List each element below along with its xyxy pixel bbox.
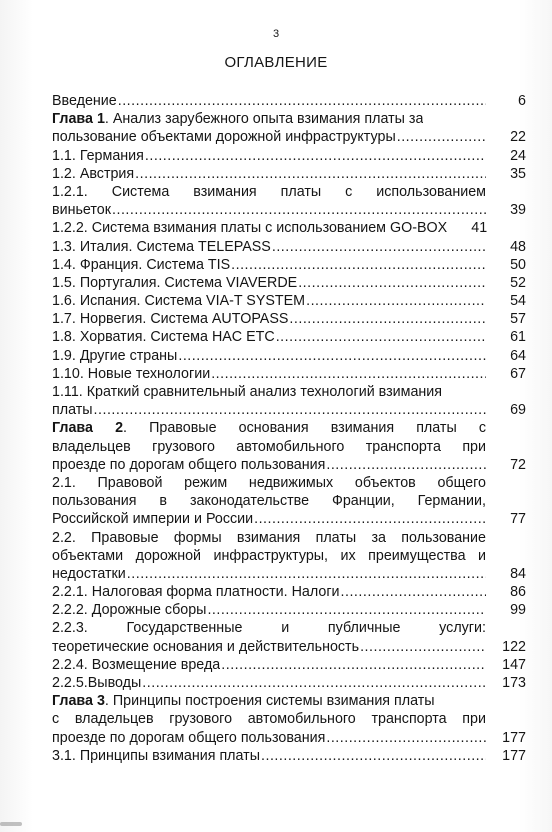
toc-entry-text — [52, 710, 486, 728]
toc-entry-title: 2.2.2. Дорожные сборы — [52, 602, 207, 619]
toc-entry — [52, 456, 526, 474]
toc-entry — [52, 201, 526, 219]
toc-entry-title: Введение — [52, 93, 117, 109]
toc-entry — [52, 710, 526, 728]
toc-entry-text — [52, 310, 288, 328]
toc-entry — [52, 419, 526, 437]
leader-dots — [326, 729, 486, 747]
toc-entry — [52, 729, 526, 747]
toc-entry-text — [52, 619, 486, 637]
toc-entry-text — [52, 183, 486, 201]
toc-entry — [52, 510, 526, 528]
chapter-label: Глава 1 — [52, 111, 105, 128]
toc-page-number: 57 — [510, 311, 526, 328]
toc-entry — [52, 365, 526, 383]
toc-page-number: 67 — [510, 365, 526, 382]
toc-entry — [52, 692, 526, 710]
toc-entry-title: недостатки — [52, 565, 126, 582]
toc-page-number: 173 — [502, 675, 526, 691]
toc-entry-text — [52, 165, 134, 183]
toc-entry-text — [52, 147, 144, 165]
toc-entry — [52, 347, 526, 365]
toc-entry-title: 2.2.3. Государственные и публичные услуги: — [52, 620, 486, 637]
toc-entry-title: 1.11. Краткий сравнительный анализ технологий взимания — [52, 384, 443, 400]
toc-entry — [52, 747, 526, 765]
toc-entry-text — [52, 474, 486, 492]
leader-dots — [94, 401, 486, 419]
toc-page-number: 99 — [510, 602, 526, 619]
toc-page-number: 177 — [502, 729, 526, 746]
toc-entry-text — [52, 401, 93, 419]
toc-entry-text — [52, 383, 442, 401]
toc-entry-text — [52, 456, 325, 474]
toc-entry-title: 1.2.2. Система взимания платы с использованием GO-BOX — [52, 220, 448, 237]
toc-entry-text — [52, 656, 220, 674]
toc-page-number: 64 — [510, 347, 526, 364]
toc-entry-text — [52, 110, 423, 128]
toc-entry-title: объектами дорожной инфраструктуры, их преимущества и — [52, 547, 486, 564]
toc-entry-text — [52, 583, 340, 601]
toc-page-number: 72 — [510, 456, 526, 473]
toc-entry-title: 3.1. Принципы взимания платы — [52, 747, 260, 764]
toc-entry-text — [52, 328, 275, 346]
toc-entry — [52, 310, 526, 328]
toc-entry-title: 1.4. Франция. Система TIS — [52, 256, 231, 273]
toc-entry-title: 1.7. Норвегия. Система AUTOPASS — [52, 311, 289, 328]
toc-entry-text — [52, 419, 486, 437]
leader-dots — [231, 256, 486, 274]
toc-page-number: 6 — [518, 93, 526, 109]
toc-entry — [52, 110, 526, 128]
leader-dots — [211, 365, 486, 383]
toc-page-number: 41 — [471, 220, 488, 237]
toc-entry — [52, 328, 526, 346]
toc-page-number: 50 — [510, 256, 526, 273]
toc-entry — [52, 256, 526, 274]
toc-entry-text — [52, 547, 486, 565]
toc-entry — [52, 147, 526, 165]
toc-page-number: 61 — [510, 329, 526, 346]
toc-entry-title: 1.2. Австрия — [52, 165, 135, 182]
toc-entry-title: теоретические основания и действительность — [52, 638, 360, 655]
toc-entry-title: 2.2.5.Выводы — [52, 675, 142, 691]
leader-dots — [112, 201, 486, 219]
page-title: ОГЛАВЛЕНИЕ — [224, 54, 328, 71]
leader-dots — [306, 292, 486, 310]
toc-entry-title: 2.2.1. Налоговая форма платности. Налоги — [52, 584, 340, 601]
toc-entry-title: . Анализ зарубежного опыта взимания платы за — [104, 111, 424, 128]
toc-entry-text — [52, 692, 435, 710]
leader-dots — [142, 674, 486, 692]
leader-dots — [341, 583, 486, 601]
toc-entry-text — [52, 238, 271, 256]
toc-entry — [52, 619, 526, 637]
leader-dots — [254, 510, 486, 528]
toc-entry-title: Российской империи и России — [52, 511, 254, 528]
toc-entry-text — [52, 601, 206, 619]
toc-entry — [52, 583, 526, 601]
toc-entry-text — [52, 729, 325, 747]
toc-entry-text — [52, 529, 486, 547]
toc-entry — [52, 565, 526, 583]
leader-dots — [145, 147, 486, 165]
toc-entry-title: 1.9. Другие страны — [52, 347, 178, 364]
toc-entry-title: . Правовые основания взимания платы с — [123, 420, 486, 437]
toc-entry-text — [52, 674, 141, 692]
toc-entry-text — [52, 219, 447, 237]
toc-entry — [52, 401, 526, 419]
toc-entry — [52, 674, 526, 692]
toc-entry-text — [52, 92, 117, 110]
leader-dots — [298, 274, 486, 292]
toc-entry-title: 1.6. Испания. Система VIA-T SYSTEM — [52, 293, 306, 310]
toc-entry-text — [52, 365, 210, 383]
toc-entry-text — [52, 492, 486, 510]
toc-entry — [52, 183, 526, 201]
toc-entry — [52, 274, 526, 292]
toc-entry-title: 1.5. Португалия. Система VIAVERDE — [52, 274, 298, 291]
toc-entry-text — [52, 274, 297, 292]
toc-entry — [52, 92, 526, 110]
toc-entry-text — [52, 128, 396, 146]
toc-entry-title: пользования в законодательстве Франции, Германии, — [52, 493, 486, 510]
leader-dots — [127, 565, 486, 583]
toc-entry-text — [52, 565, 126, 583]
leader-dots — [397, 128, 486, 146]
toc-entry — [52, 547, 526, 565]
toc-entry-title: 2.2. Правовые формы взимания платы за пользование — [52, 529, 486, 546]
page-number: 3 — [272, 28, 280, 40]
leader-dots — [276, 328, 486, 346]
leader-dots — [207, 601, 486, 619]
toc-entry-text — [52, 510, 253, 528]
toc-page-number: 77 — [510, 511, 526, 528]
toc-entry-title: 1.10. Новые технологии — [52, 365, 211, 382]
toc-page-number: 147 — [502, 656, 526, 673]
scan-artifact — [0, 822, 22, 826]
toc-entry-text — [52, 292, 305, 310]
toc-entry-title: проезде по дорогам общего пользования — [52, 729, 326, 746]
toc-page-number: 48 — [510, 238, 526, 255]
toc-entry — [52, 438, 526, 456]
toc-entry-title: 2.1. Правовой режим недвижимых объектов общего — [52, 474, 486, 491]
leader-dots — [289, 310, 486, 328]
leader-dots — [272, 238, 486, 256]
toc-entry-text — [52, 347, 177, 365]
toc-entry — [52, 529, 526, 547]
toc-entry-text — [52, 638, 359, 656]
chapter-label: Глава 2 — [52, 420, 124, 437]
toc-entry-title: 1.1. Германия — [52, 147, 144, 164]
toc-page-number: 84 — [510, 565, 526, 582]
toc-page-number: 86 — [510, 584, 526, 601]
toc-entry-title: владельцев грузового автомобильного транспорта при — [52, 438, 486, 455]
leader-dots — [360, 638, 486, 656]
toc-entry — [52, 128, 526, 146]
leader-dots — [261, 747, 486, 765]
toc-entry-text — [52, 438, 486, 456]
toc-entry — [52, 292, 526, 310]
toc-entry-title: виньеток — [52, 202, 111, 219]
toc-page-number: 52 — [510, 274, 526, 291]
toc-page-number: 39 — [510, 202, 526, 219]
toc-entry — [52, 638, 526, 656]
toc-entry — [52, 383, 526, 401]
leader-dots — [118, 92, 486, 110]
toc-page-number: 69 — [510, 402, 526, 419]
toc-entry-title: 1.2.1. Система взимания платы с использованием — [52, 183, 486, 200]
toc-entry — [52, 165, 526, 183]
toc-page-number: 35 — [510, 165, 526, 182]
toc-page-number: 24 — [510, 147, 526, 164]
toc-entry — [52, 492, 526, 510]
leader-dots — [178, 347, 486, 365]
toc-entry-text — [52, 201, 111, 219]
toc-entry-title: с владельцев грузового автомобильного транспорта при — [52, 711, 486, 728]
toc-page-number: 177 — [502, 747, 526, 764]
toc-entry — [52, 474, 526, 492]
toc-entry-text — [52, 256, 230, 274]
toc-entry — [52, 601, 526, 619]
toc-entry-title: 1.8. Хорватия. Система HAC ETC — [52, 329, 275, 346]
toc-page-number: 22 — [510, 129, 526, 146]
chapter-label: Глава 3 — [52, 693, 105, 710]
toc-entry-title: пользование объектами дорожной инфраструктуры — [52, 129, 396, 146]
toc-entry-title: 1.3. Италия. Система TELEPASS — [52, 238, 271, 255]
toc-page-number: 122 — [502, 638, 526, 655]
toc-entry-title: платы — [52, 402, 93, 419]
leader-dots — [135, 165, 486, 183]
toc-entry — [52, 656, 526, 674]
leader-dots — [221, 656, 486, 674]
toc-entry-text — [52, 747, 260, 765]
toc-entry — [52, 219, 526, 237]
toc-entry-title: . Принципы построения системы взимания платы — [104, 693, 435, 710]
toc-entry-title: проезде по дорогам общего пользования — [52, 456, 326, 473]
toc-entry-title: 2.2.4. Возмещение вреда — [52, 656, 221, 673]
toc-page-number: 54 — [510, 293, 526, 310]
leader-dots — [326, 456, 486, 474]
toc-entry — [52, 238, 526, 256]
table-of-contents — [52, 92, 526, 765]
